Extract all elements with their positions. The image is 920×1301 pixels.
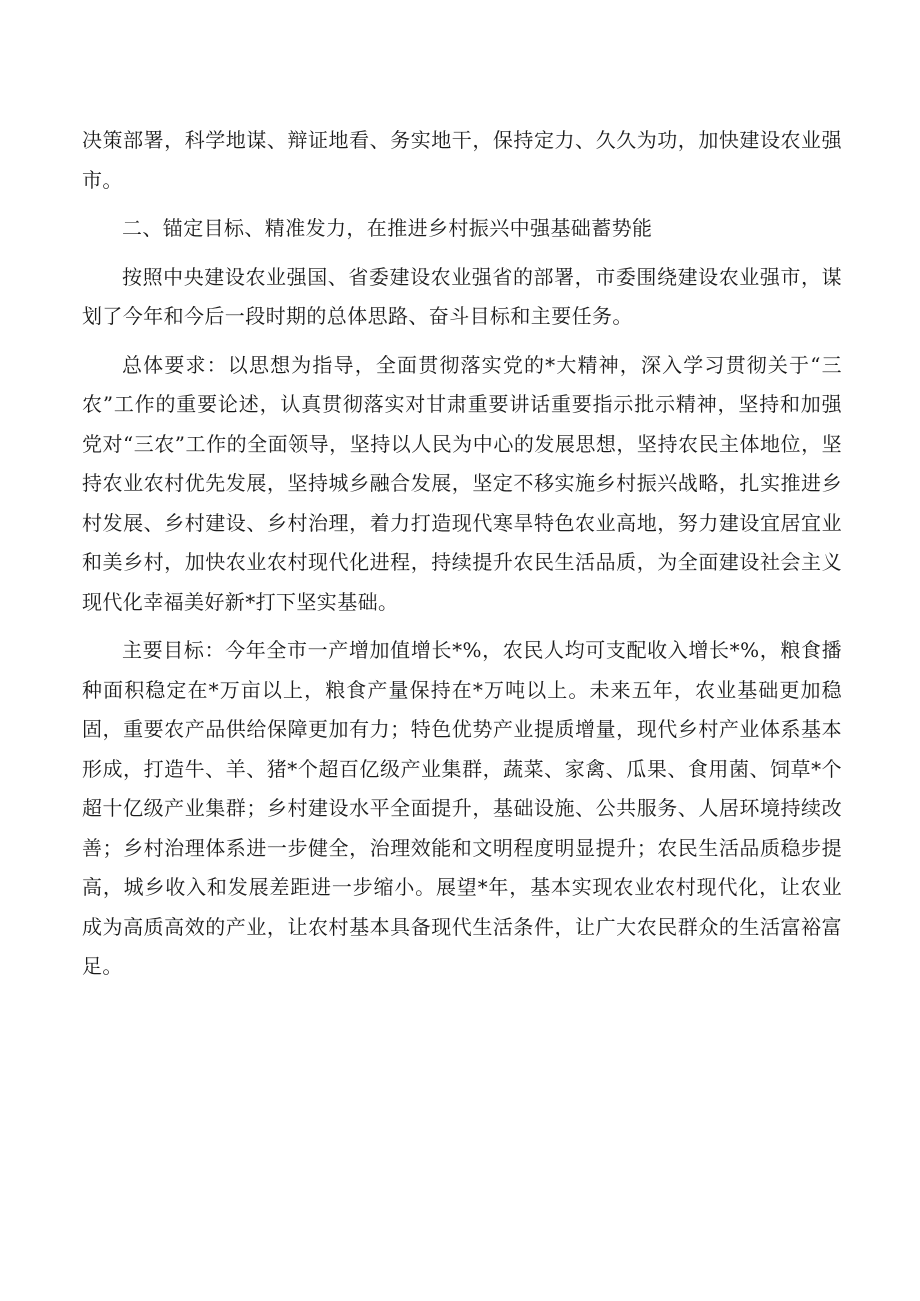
paragraph-continuation: 决策部署，科学地谋、辩证地看、务实地干，保持定力、久久为功，加快建设农业强市。 xyxy=(82,128,842,192)
section-heading: 二、锚定目标、精准发力，在推进乡村振兴中强基础蓄势能 xyxy=(122,216,653,240)
paragraph-intro: 按照中央建设农业强国、省委建设农业强省的部署，市委围绕建设农业强市，谋划了今年和今后一段时期的总体思路、奋斗目标和主要任务。 xyxy=(82,264,842,328)
document-body xyxy=(82,121,842,996)
paragraph-main-goals: 主要目标：今年全市一产增加值增长*%，农民人均可支配收入增长*%，粮食播种面积稳定在*万亩以上，粮食产量保持在*万吨以上。未来五年，农业基础更加稳固，重要农产品供给保障更加有力；特色优势产业提质增量，现代乡村产业体系基本形成，打造牛、羊、猪*个超百亿级产业集群，蔬菜、家禽、瓜果、食用菌、饲草*个超十亿级产业集群；乡村建设水平全面提升，基础设施、公共服务、人居环境持续改善；乡村治理体系进一步健全，治理效能和文明程度明显提升；农民生活品质稳步提高，城乡收入和发展差距进一步缩小。展望*年，基本实现农业农村现代化，让农业成为高质高效的产业，让农村基本具备现代生活条件，让广大农民群众的生活富裕富足。 xyxy=(82,638,842,978)
paragraph-overall-requirements: 总体要求：以思想为指导，全面贯彻落实党的*大精神，深入学习贯彻关于“三农”工作的重要论述，认真贯彻落实对甘肃重要讲话重要指示批示精神，坚持和加强党对“三农”工作的全面领导，坚持以人民为中心的发展思想，坚持农民主体地位，坚持农业农村优先发展，坚持城乡融合发展，坚定不移实施乡村振兴战略，扎实推进乡村发展、乡村建设、乡村治理，着力打造现代寒旱特色农业高地，努力建设宜居宜业和美乡村，加快农业农村现代化进程，持续提升农民生活品质，为全面建设社会主义现代化幸福美好新*打下坚实基础。 xyxy=(82,352,842,614)
